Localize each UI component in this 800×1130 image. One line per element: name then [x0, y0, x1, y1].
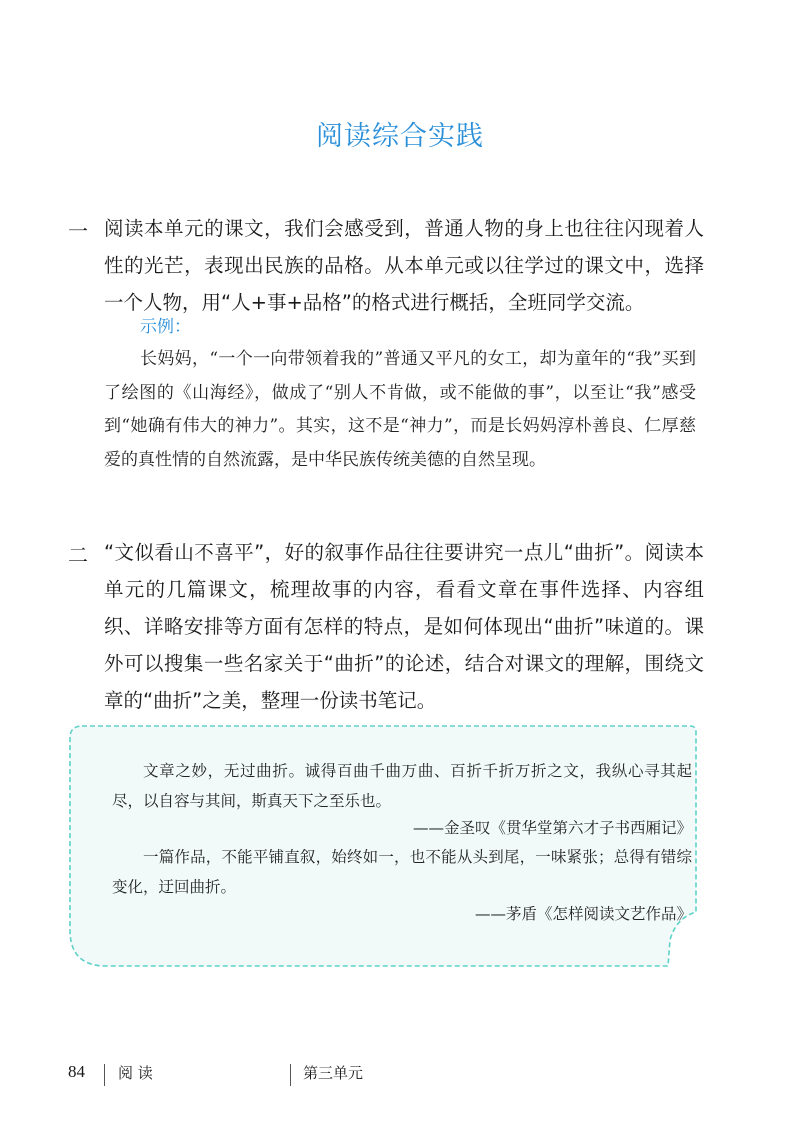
- example-text: 长妈妈，“一个一向带领着我的”普通又平凡的女工，却为童年的“我”买到了绘图的《山海经》，做成了“别人不肯做，或不能做的事”，以至让“我”感受到“她确有伟大的神力”。其实，这不是“神力”，而是长妈妈淳朴善良、仁厚慈爱的真性情的自然流露，是中华民族传统美德的自然呈现。: [104, 349, 696, 470]
- section-number-1: 一: [68, 219, 88, 243]
- quote-2: 一篇作品，不能平铺直叙，始终如一，也不能从头到尾，一味紧张；总得有错综变化，迂回曲折。: [112, 848, 692, 896]
- footer-book-label: 阅 读: [118, 1064, 153, 1082]
- section-text-2: “文似看山不喜平”，好的叙事作品往往要讲究一点儿“曲折”。阅读本单元的几篇课文，梳理故事的内容，看看文章在事件选择、内容组织、详略安排等方面有怎样的特点，是如何体现出“曲折”味道的。课外可以搜集一些名家关于“曲折”的论述，结合对课文的理解，围绕文章的“曲折”之美，整理一份读书笔记。: [104, 541, 704, 712]
- citation-1: ——金圣叹《贯华堂第六才子书西厢记》: [412, 819, 692, 837]
- section-number-2: 二: [68, 543, 88, 567]
- footer-divider-2: [290, 1064, 291, 1086]
- footer-divider-1: [104, 1064, 105, 1086]
- page-number: 84: [68, 1062, 85, 1081]
- page-title: 阅读综合实践: [316, 121, 484, 152]
- footer-unit-label: 第三单元: [303, 1064, 364, 1082]
- example-label: 示例：: [140, 317, 191, 337]
- citation-2: ——茅盾《怎样阅读文艺作品》: [474, 905, 692, 923]
- section-text-1: 阅读本单元的课文，我们会感受到，普通人物的身上也往往闪现着人性的光芒，表现出民族的品格。从本单元或以往学过的课文中，选择一个人物，用“人+事+品格”的格式进行概括，全班同学交流。: [104, 217, 704, 314]
- quote-1: 文章之妙，无过曲折。诚得百曲千曲万曲、百折千折万折之文，我纵心寻其起尽，以自容与其间，斯真天下之至乐也。: [112, 762, 692, 810]
